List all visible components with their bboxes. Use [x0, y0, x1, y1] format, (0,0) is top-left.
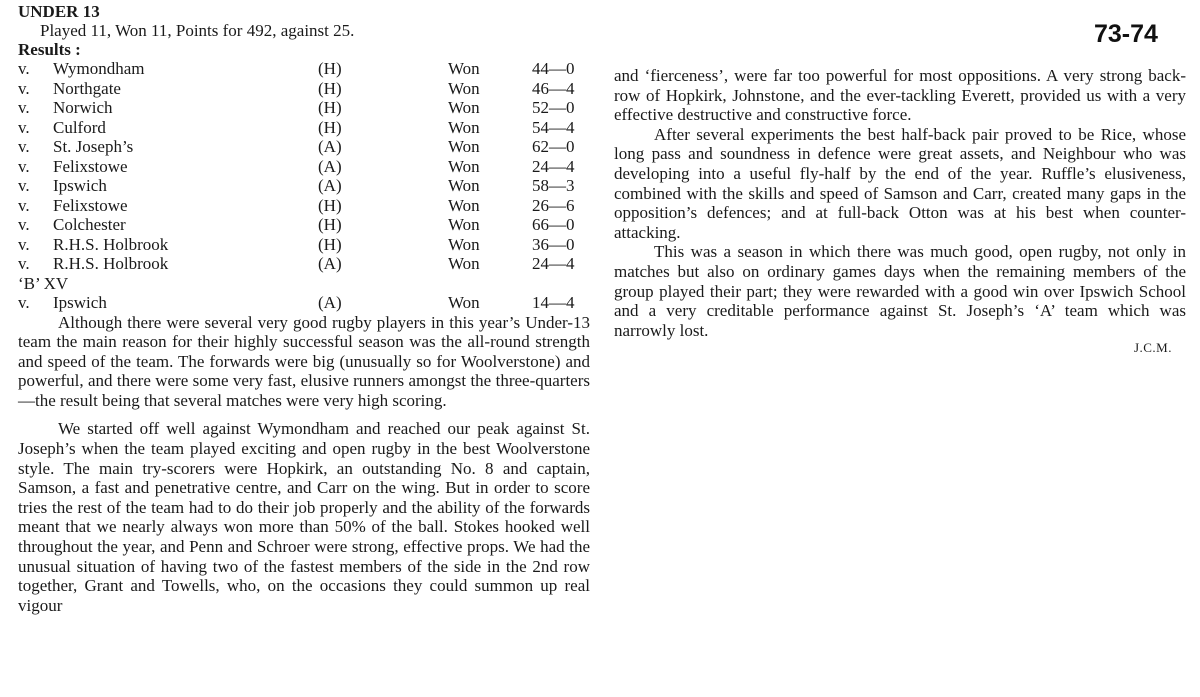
result-row: [18, 293, 590, 313]
result-venue: (H): [318, 117, 342, 137]
result-row: [18, 137, 590, 157]
result-score: 14—4: [532, 293, 575, 312]
result-score: 62—0: [532, 137, 575, 156]
result-venue: (H): [318, 59, 342, 78]
result-row: [18, 59, 590, 79]
result-opponent: Felixstowe: [53, 156, 128, 176]
right-column: [614, 66, 1186, 356]
result-opponent: St. Joseph’s: [53, 137, 134, 156]
left-column: [18, 2, 590, 615]
result-prefix: v.: [18, 215, 30, 234]
report-paragraph: and ‘fierceness’, were far too powerful for most oppositions. A very strong back-row of Hopkirk, Johnstone, and the ever-tackling Everett, provided us with a very effective destructive and constructive force.: [614, 66, 1186, 125]
result-score: 46—4: [532, 78, 575, 98]
result-outcome: Won: [448, 59, 480, 78]
result-venue: (A): [318, 176, 342, 195]
result-venue: (A): [318, 156, 342, 176]
result-score: 24—4: [532, 156, 575, 176]
result-row: [18, 98, 590, 118]
result-outcome: Won: [448, 176, 480, 195]
result-score: 54—4: [532, 117, 575, 137]
report-paragraph: Although there were several very good rugby players in this year’s Under-13 team the main reason for their highly successful season was the all-round strength and speed of the team. The forwards were big (unusually so for Woolverstone) and powerful, and there were some very fast, elusive runners amongst the three-quarters—the result being that several matches were very high scoring.: [18, 312, 590, 410]
result-venue: (H): [318, 234, 342, 254]
result-outcome: Won: [448, 215, 480, 234]
result-opponent: Wymondham: [53, 59, 145, 78]
result-prefix: v.: [18, 156, 30, 176]
result-prefix: v.: [18, 59, 30, 78]
result-prefix: v.: [18, 117, 30, 137]
result-outcome: Won: [448, 254, 480, 273]
result-prefix: v.: [18, 98, 30, 117]
result-outcome: Won: [448, 234, 480, 254]
result-score: 66—0: [532, 215, 575, 234]
result-row: [18, 79, 590, 99]
result-row: [18, 254, 590, 274]
result-prefix: v.: [18, 254, 30, 273]
result-score: 36—0: [532, 234, 575, 254]
result-outcome: Won: [448, 195, 480, 215]
results-table: [18, 59, 590, 313]
result-score: 58—3: [532, 176, 575, 195]
result-score: 44—0: [532, 59, 575, 78]
report-paragraph: We started off well against Wymondham and reached our peak against St. Joseph’s when the team played exciting and open rugby in the best Woolverstone style. The main try-scorers were Hopkirk, an outstanding No. 8 and captain, Samson, a fast and penetrative centre, and Carr on the wing. But in order to score tries the rest of the team had to do their job properly and the ability of the forwards meant that we nearly always won more than 50% of the ball. Stokes hooked well throughout the year, and Penn and Schroer were strong, effective props. We had the unusual situation of having two of the fastest members of the side in the 2nd row together, Grant and Towells, who, on the occasions they could summon up real vigour: [18, 419, 590, 615]
result-venue: (H): [318, 78, 342, 98]
season-summary: Played 11, Won 11, Points for 492, against 25.: [40, 21, 355, 40]
result-opponent: Culford: [53, 117, 106, 137]
result-row: [18, 176, 590, 196]
result-opponent: R.H.S. Holbrook: [53, 234, 169, 254]
result-row: [18, 196, 590, 216]
result-row: [18, 235, 590, 255]
result-opponent: Colchester: [53, 215, 126, 234]
result-prefix: v.: [18, 195, 30, 215]
result-prefix: v.: [18, 234, 30, 254]
result-opponent: R.H.S. Holbrook: [53, 254, 169, 273]
report-paragraph: This was a season in which there was much good, open rugby, not only in matches but also on ordinary games days when the remaining members of the group played their part; they were rewarded with a good win over Ipswich School and a very creditable performance against St. Joseph’s ‘A’ team which was narrowly lost.: [614, 242, 1186, 340]
result-outcome: Won: [448, 98, 480, 117]
result-prefix: v.: [18, 293, 30, 312]
result-outcome: Won: [448, 293, 480, 312]
result-venue: (A): [318, 293, 342, 312]
result-prefix: v.: [18, 137, 30, 156]
result-venue: (H): [318, 98, 342, 117]
result-opponent: Ipswich: [53, 176, 107, 195]
report-paragraph: After several experiments the best half-back pair proved to be Rice, whose long pass and soundness in defence were great assets, and Neighbour who was developing into a useful fly-half by the end of the year. Ruffle’s elusiveness, combined with the skills and speed of Samson and Carr, created many gaps in the opposition’s defences; and at full-back Otton was at his best when counter-attacking.: [614, 124, 1186, 242]
result-outcome: Won: [448, 117, 480, 137]
author-signature: J.C.M.: [1133, 340, 1172, 356]
result-row: [18, 157, 590, 177]
result-opponent: Northgate: [53, 78, 121, 98]
result-opponent: Ipswich: [53, 293, 107, 312]
result-row: [18, 215, 590, 235]
result-outcome: Won: [448, 156, 480, 176]
result-prefix: v.: [18, 78, 30, 98]
result-score: 26—6: [532, 195, 575, 215]
result-outcome: Won: [448, 137, 480, 156]
page-label: 73-74: [1094, 20, 1158, 48]
result-venue: (H): [318, 215, 342, 234]
section-title: UNDER 13: [18, 2, 100, 21]
result-score: 52—0: [532, 98, 575, 117]
b-xv-label: ‘B’ XV: [18, 273, 69, 293]
result-prefix: v.: [18, 176, 30, 195]
result-venue: (H): [318, 195, 342, 215]
result-venue: (A): [318, 137, 342, 156]
result-venue: (A): [318, 254, 342, 273]
result-opponent: Felixstowe: [53, 195, 128, 215]
result-outcome: Won: [448, 78, 480, 98]
result-row: [18, 118, 590, 138]
results-label: Results :: [18, 40, 81, 59]
result-score: 24—4: [532, 254, 575, 273]
result-opponent: Norwich: [53, 98, 113, 117]
